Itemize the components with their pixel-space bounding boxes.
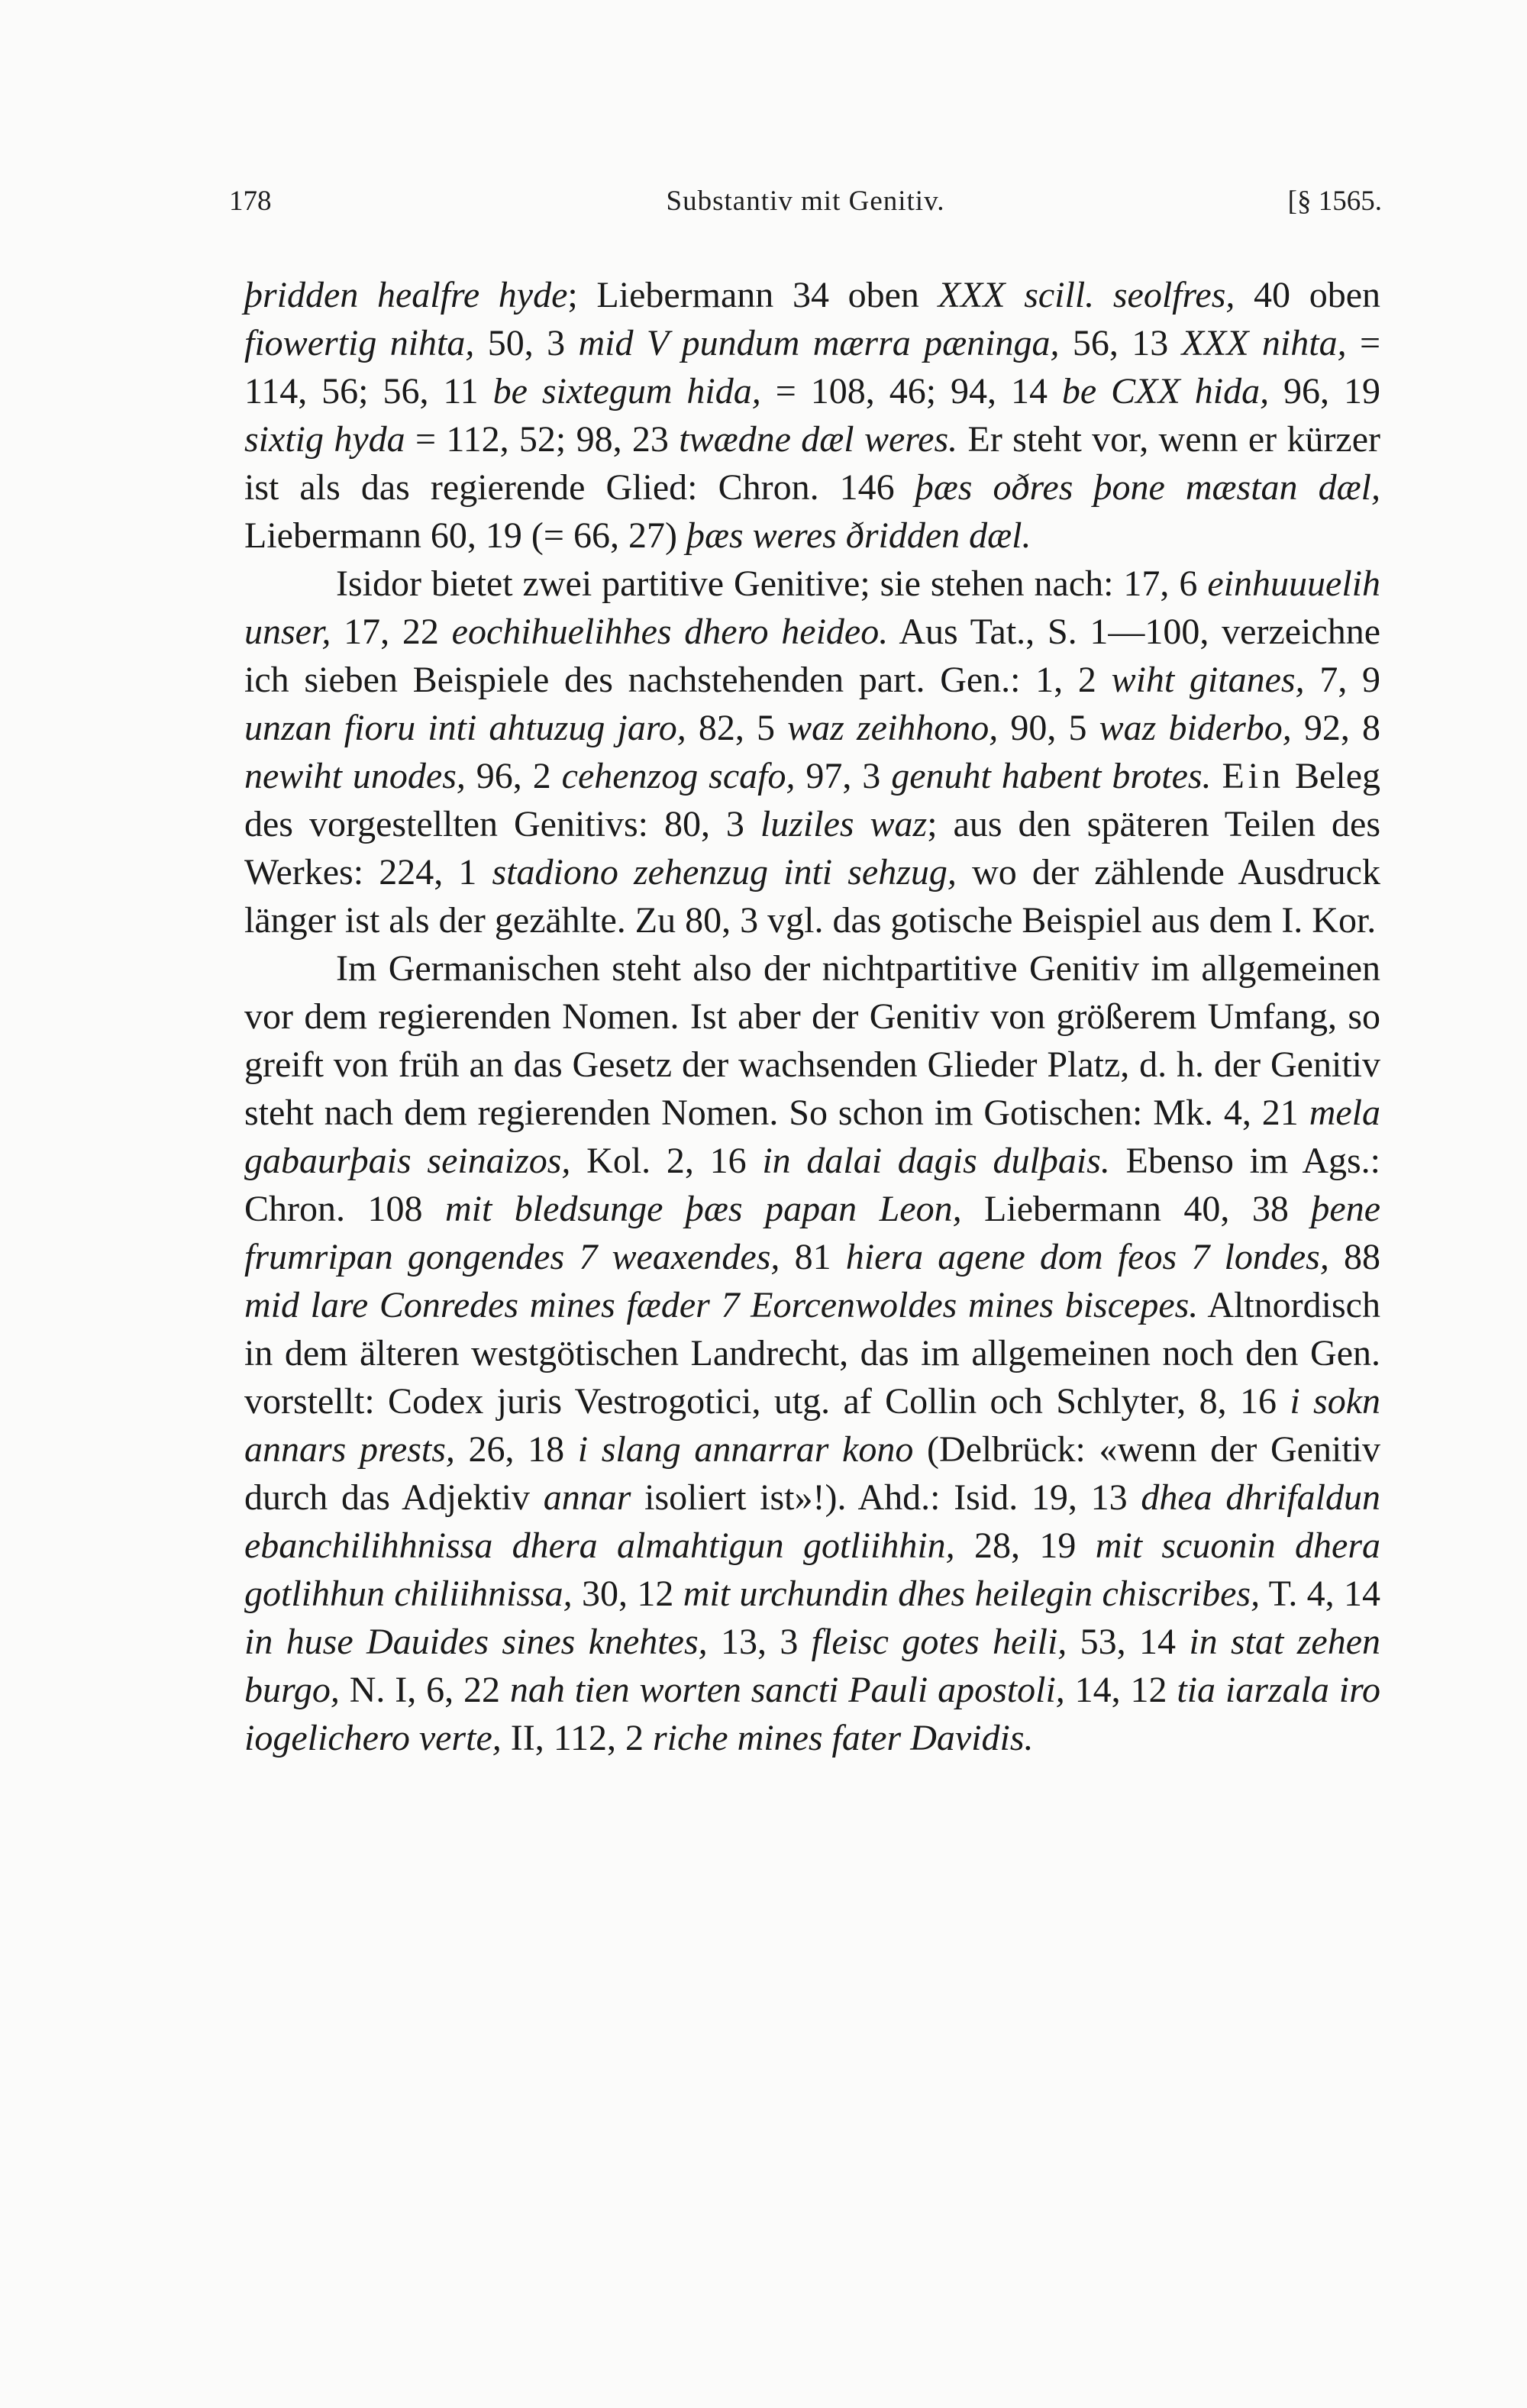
- body-text: [244, 271, 1380, 1762]
- italic-citation: tia iarzala iro iogelichero verte,: [244, 1670, 1381, 1758]
- italic-citation: þæs weres ðridden dæl.: [686, 515, 1031, 556]
- text-run: 28, 19: [954, 1525, 1096, 1566]
- italic-citation: mela gabaurþais seinaizos,: [244, 1093, 1380, 1181]
- text-run: Kol. 2, 16: [570, 1141, 763, 1181]
- italic-citation: luziles waz: [760, 804, 928, 844]
- text-run: 14, 12: [1064, 1670, 1177, 1710]
- italic-citation: hiera agene dom feos 7 londes,: [845, 1237, 1329, 1277]
- text-run: 96, 19: [1269, 371, 1380, 412]
- spaced-emphasis: Ein: [1222, 756, 1285, 796]
- italic-citation: i slang annarrar kono: [577, 1429, 914, 1470]
- italic-citation: þæs oðres þone mæstan dæl,: [915, 467, 1380, 508]
- text-run: ; Liebermann 34 oben: [567, 275, 938, 315]
- text-run: 97, 3: [795, 756, 892, 796]
- italic-citation: þridden healfre hyde: [244, 275, 568, 315]
- text-run: 26, 18: [454, 1429, 578, 1470]
- italic-citation: XXX nihta,: [1181, 323, 1347, 363]
- italic-citation: stadiono zehenzug inti sehzug,: [492, 852, 957, 893]
- section-reference: [§ 1565.: [1287, 186, 1382, 217]
- text-run: 88: [1328, 1237, 1381, 1277]
- text-run: 30, 12: [572, 1574, 683, 1614]
- text-run: N. I, 6, 22: [339, 1670, 510, 1710]
- text-run: 17, 22: [331, 612, 452, 652]
- italic-citation: mit urchundin dhes heilegin chiscribes,: [683, 1574, 1261, 1614]
- text-run: II, 112, 2: [501, 1718, 653, 1758]
- text-run: Liebermann 40, 38: [961, 1189, 1312, 1229]
- text-run: T. 4, 14: [1260, 1574, 1381, 1614]
- text-run: Liebermann 60, 19 (= 66, 27): [244, 515, 686, 556]
- italic-citation: i sokn annars prests,: [244, 1381, 1381, 1470]
- text-run: 53, 14: [1067, 1622, 1190, 1662]
- italic-citation: genuht habent brotes.: [891, 756, 1212, 796]
- italic-citation: þene frumripan gongendes 7 weaxendes,: [244, 1189, 1380, 1277]
- italic-citation: dhea dhrifaldun ebanchilihhnissa dhera almahtigun gotliihhin,: [244, 1477, 1381, 1566]
- text-run: Beleg des vorgestellten Genitivs: 80, 3: [244, 756, 1380, 844]
- italic-citation: einhuuuelih unser,: [244, 563, 1380, 652]
- italic-citation: in stat zehen burgo,: [244, 1622, 1381, 1710]
- italic-citation: mid lare Conredes mines fæder 7 Eorcenwoldes mines biscepes.: [244, 1285, 1199, 1325]
- text-run: Im Germanischen steht also der nichtpartitive Genitiv im allgemeinen vor dem regierenden Nomen. Ist aber der Genitiv von größerem Umfang, so greift von früh an das Gesetz der wachsenden Glieder Platz, d. h. der Genitiv steht nach dem regierenden Nomen. So schon im Gotischen: Mk. 4, 21: [244, 948, 1380, 1133]
- text-run: isoliert ist»!). Ahd.: Isid. 19, 13: [631, 1477, 1141, 1518]
- page-number: 178: [229, 186, 272, 217]
- italic-citation: be CXX hida,: [1061, 371, 1270, 412]
- paragraph: [244, 944, 1380, 1762]
- italic-citation: fiowertig nihta,: [244, 323, 475, 363]
- text-run: 50, 3: [474, 323, 579, 363]
- italic-citation: XXX scill. seolfres,: [938, 275, 1235, 315]
- text-run: Isidor bietet zwei partitive Genitive; sie stehen nach: 17, 6: [336, 563, 1208, 604]
- text-run: wo der zählende Ausdruck länger ist als der gezählte. Zu 80, 3 vgl. das gotische Beispiel aus dem I. Kor.: [244, 852, 1380, 941]
- italic-citation: annar: [543, 1477, 631, 1518]
- paragraph: [244, 271, 1380, 560]
- italic-citation: in huse Dauides sines knehtes,: [244, 1622, 708, 1662]
- italic-citation: mit bledsunge þæs papan Leon,: [444, 1189, 962, 1229]
- italic-citation: sixtig hyda: [244, 419, 405, 460]
- text-run: = 108, 46; 94, 14: [760, 371, 1062, 412]
- text-run: 92, 8: [1291, 708, 1381, 748]
- text-run: ; aus den späteren Teilen des Werkes: 224, 1: [244, 804, 1380, 893]
- running-title: Substantiv mit Genitiv.: [666, 186, 945, 217]
- text-run: [1212, 756, 1222, 796]
- italic-citation: mit scuonin dhera gotlihhun chiliihnissa,: [244, 1525, 1381, 1614]
- italic-citation: cehenzog scafo,: [561, 756, 796, 796]
- italic-citation: unzan fioru inti ahtuzug jaro,: [244, 708, 686, 748]
- italic-citation: waz biderbo,: [1099, 708, 1292, 748]
- text-run: 96, 2: [465, 756, 562, 796]
- text-run: = 114, 56; 56, 11: [244, 323, 1381, 412]
- italic-citation: eochihuelihhes dhero heideo.: [451, 612, 889, 652]
- italic-citation: wiht gitanes,: [1111, 660, 1305, 700]
- italic-citation: riche mines fater Davidis.: [652, 1718, 1034, 1758]
- italic-citation: in dalai dagis dulþais.: [762, 1141, 1110, 1181]
- text-run: Er steht vor, wenn er kürzer ist als das regierende Glied: Chron. 146: [244, 419, 1381, 508]
- text-run: 13, 3: [707, 1622, 812, 1662]
- text-run: (Delbrück: «wenn der Genitiv durch das Adjektiv: [244, 1429, 1380, 1518]
- text-run: 81: [780, 1237, 846, 1277]
- text-run: 56, 13: [1059, 323, 1182, 363]
- paragraph: [244, 560, 1380, 944]
- text-run: Ebenso im Ags.: Chron. 108: [244, 1141, 1381, 1229]
- italic-citation: fleisc gotes heili,: [811, 1622, 1067, 1662]
- text-run: 40 oben: [1235, 275, 1381, 315]
- text-run: Altnordisch in dem älteren westgötischen Landrecht, das im allgemeinen noch den Gen. vorstellt: Codex juris Vestrogotici, utg. af Collin och Schlyter, 8, 16: [244, 1285, 1380, 1422]
- text-run: 90, 5: [998, 708, 1099, 748]
- text-run: = 112, 52; 98, 23: [405, 419, 680, 460]
- italic-citation: mid V pundum mærra pæninga,: [578, 323, 1060, 363]
- text-run: 82, 5: [686, 708, 788, 748]
- italic-citation: twædne dæl weres.: [679, 419, 958, 460]
- text-run: 7, 9: [1304, 660, 1381, 700]
- italic-citation: be sixtegum hida,: [492, 371, 761, 412]
- italic-citation: newiht unodes,: [244, 756, 466, 796]
- italic-citation: waz zeihhono,: [787, 708, 999, 748]
- italic-citation: nah tien worten sancti Pauli apostoli,: [509, 1670, 1065, 1710]
- running-header: [229, 179, 1382, 224]
- text-run: Aus Tat., S. 1—100, verzeichne ich sieben Beispiele des nachstehenden part. Gen.: 1, 2: [244, 612, 1381, 700]
